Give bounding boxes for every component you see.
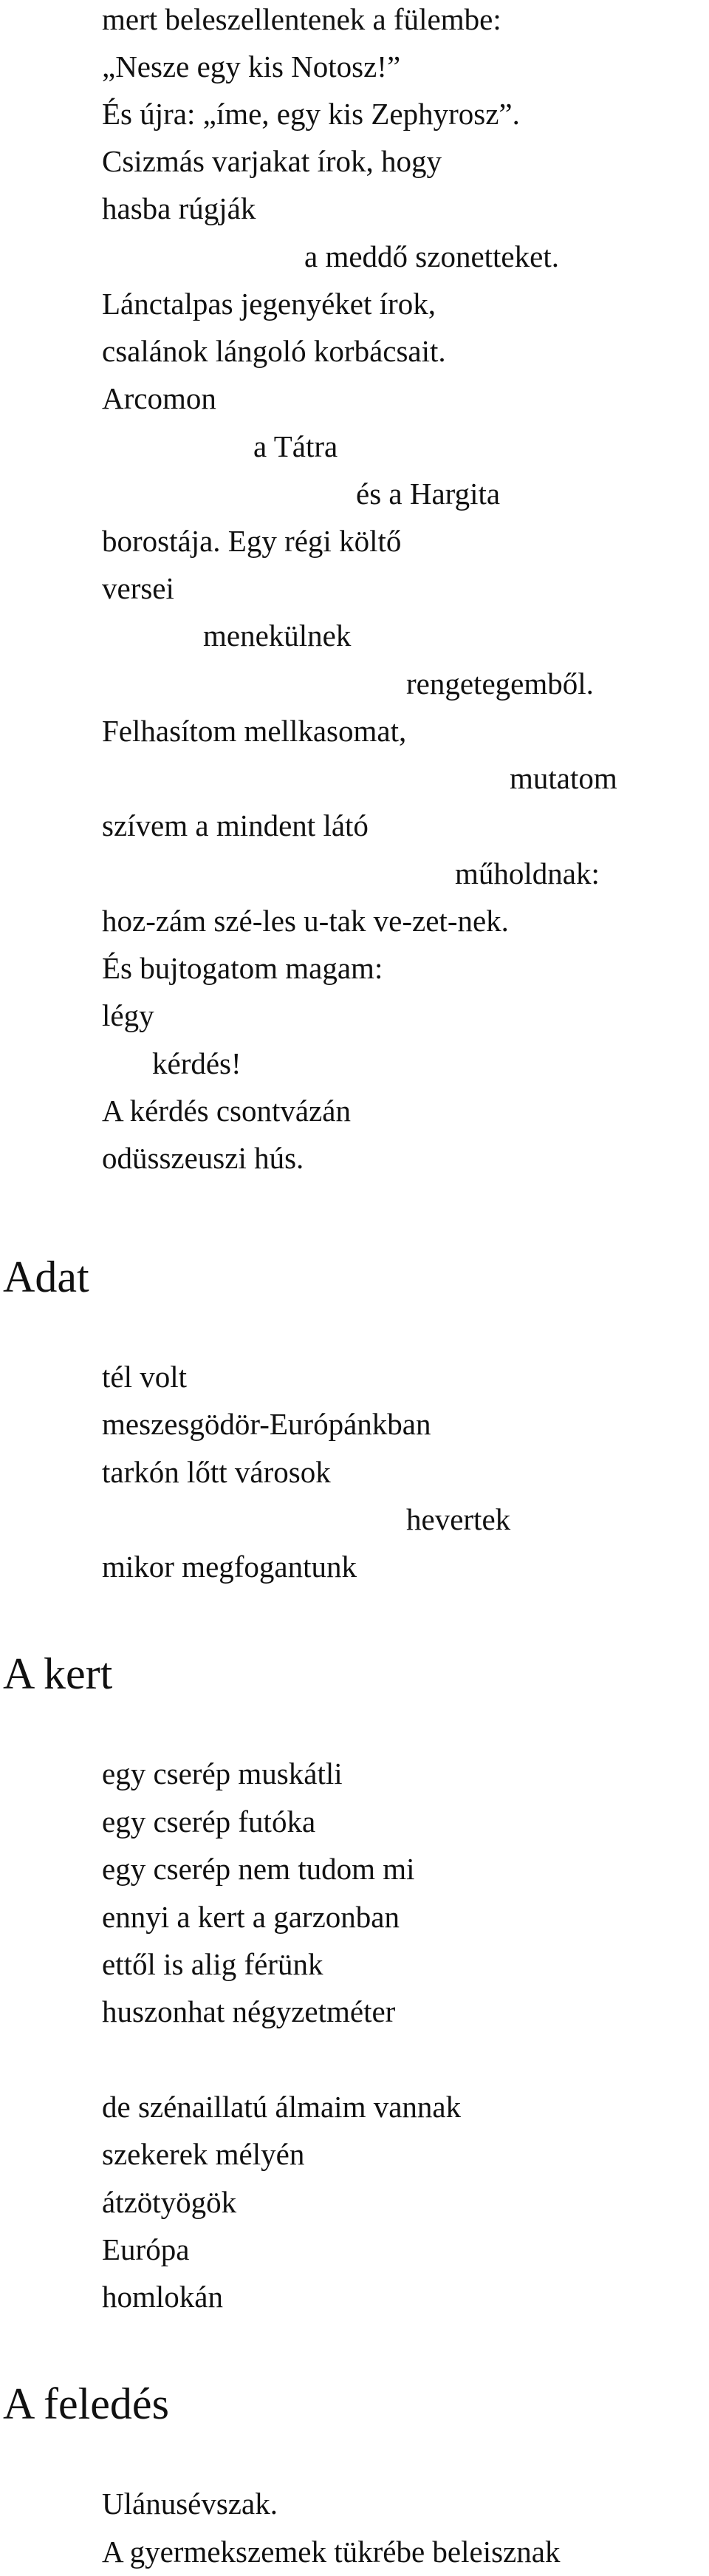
- poem-line: borostája. Egy régi költő: [102, 524, 402, 558]
- poem-title-a-kert: A kert: [3, 1649, 113, 1698]
- poem-line: egy cserép nem tudom mi: [102, 1852, 415, 1886]
- poem-line: egy cserép muskátli: [102, 1756, 343, 1790]
- poem-line: tél volt: [102, 1360, 188, 1394]
- poem-line: versei: [102, 571, 174, 605]
- poem-line: huszonhat négyzetméter: [102, 1994, 396, 2028]
- poem-line: szívem a mindent látó: [102, 808, 369, 842]
- poem-line: tarkón lőtt városok: [102, 1455, 331, 1489]
- poem-title-adat: Adat: [3, 1253, 89, 1301]
- poem-line: mikor megfogantunk: [102, 1550, 357, 1584]
- poem-line: mert beleszellentenek a fülembe:: [102, 2, 501, 36]
- poem-line: hasba rúgják: [102, 191, 256, 225]
- poem-line: műholdnak:: [455, 856, 600, 890]
- poem-line: Európa: [102, 2232, 190, 2266]
- poem-line: a meddő szonetteket.: [304, 239, 559, 273]
- poem-line: egy cserép futóka: [102, 1805, 316, 1839]
- poem-line: rengetegemből.: [406, 667, 594, 701]
- poem-line: szekerek mélyén: [102, 2137, 305, 2171]
- poem-line: csalánok lángoló korbácsait.: [102, 334, 446, 368]
- poem-line: és a Hargita: [356, 477, 501, 511]
- poem-line: hevertek: [406, 1502, 511, 1536]
- poem-line: kérdés!: [152, 1046, 242, 1080]
- poem-line: Arcomon: [102, 381, 216, 415]
- poem-line: És újra: „íme, egy kis Zephyrosz”.: [102, 97, 520, 131]
- poem-line: meszesgödör-Európánkban: [102, 1407, 431, 1441]
- poem-line: Ulánusévszak.: [102, 2487, 278, 2521]
- poem-line: „Nesze egy kis Notosz!”: [102, 50, 401, 84]
- poem-line: Csizmás varjakat írok, hogy: [102, 144, 442, 178]
- poem-line: légy: [102, 998, 154, 1032]
- poem-line: ettől is alig férünk: [102, 1947, 323, 1981]
- poem-line: de szénaillatú álmaim vannak: [102, 2090, 462, 2124]
- poem-title-a-feledes: A feledés: [3, 2379, 169, 2428]
- poem-line: homlokán: [102, 2280, 223, 2314]
- poem-line: mutatom: [510, 761, 617, 795]
- poem-line: Lánctalpas jegenyéket írok,: [102, 287, 436, 321]
- poem-line: A kérdés csontvázán: [102, 1094, 351, 1128]
- poem-line: odüsszeuszi hús.: [102, 1141, 304, 1175]
- poem-line: átzötyögök: [102, 2185, 237, 2219]
- poem-line: menekülnek: [203, 619, 352, 652]
- poem-line: Felhasítom mellkasomat,: [102, 714, 407, 748]
- poem-line: ennyi a kert a garzonban: [102, 1900, 400, 1934]
- poem-line: És bujtogatom magam:: [102, 951, 383, 985]
- poem-line: A gyermekszemek tükrébe beleisznak: [102, 2535, 561, 2569]
- poem-line: a Tátra: [253, 429, 338, 463]
- poem-line: hoz-zám szé-les u-tak ve-zet-nek.: [102, 904, 509, 938]
